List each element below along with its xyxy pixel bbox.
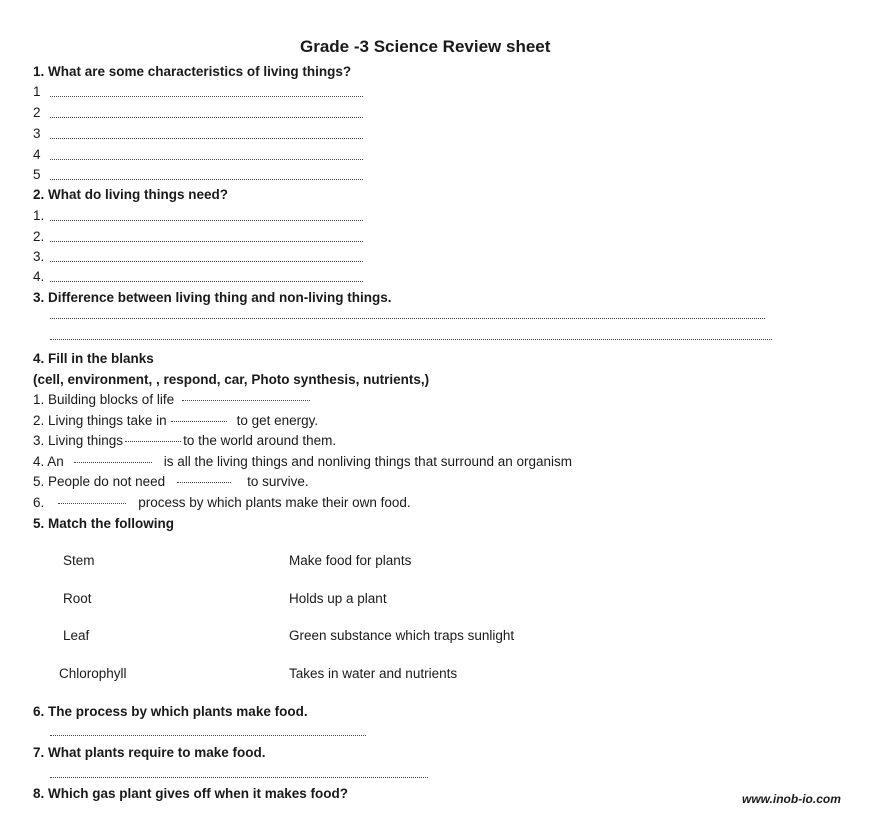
answer-number: 1: [33, 84, 41, 99]
blank-line[interactable]: [171, 421, 227, 422]
question-7: 7. What plants require to make food.: [33, 745, 266, 760]
fill-blank-item: [33, 454, 572, 469]
fill-blank-text: 2. Living things take in: [33, 413, 167, 428]
fill-blank-text: to the world around them.: [183, 433, 337, 448]
fill-blank-item: [33, 495, 411, 510]
match-left-item: Chlorophyll: [59, 666, 127, 681]
answer-line[interactable]: [50, 318, 765, 319]
match-right-item: Takes in water and nutrients: [289, 666, 458, 681]
question-2: 2. What do living things need?: [33, 187, 228, 202]
blank-line[interactable]: [182, 400, 310, 401]
fill-blank-text: to survive.: [247, 474, 309, 489]
fill-blank-text: 5. People do not need: [33, 474, 166, 489]
answer-line[interactable]: [50, 159, 363, 160]
match-right-item: Holds up a plant: [289, 591, 387, 606]
blank-line[interactable]: [125, 441, 181, 442]
word-bank: (cell, environment, , respond, car, Photo synthesis, nutrients,): [33, 372, 430, 387]
answer-line[interactable]: [50, 179, 363, 180]
fill-blank-item: [33, 433, 336, 448]
match-right-item: Green substance which traps sunlight: [289, 628, 515, 643]
answer-line[interactable]: [50, 261, 363, 262]
fill-blank-text: 4. An: [33, 454, 64, 469]
blank-line[interactable]: [74, 462, 152, 463]
answer-line[interactable]: [50, 735, 366, 736]
answer-line[interactable]: [50, 241, 363, 242]
fill-blank-item: [33, 392, 314, 407]
answer-number: 4: [33, 147, 41, 162]
answer-number: 4.: [33, 269, 45, 284]
answer-line[interactable]: [50, 138, 363, 139]
question-3: 3. Difference between living thing and non-living things.: [33, 290, 392, 305]
answer-line[interactable]: [50, 777, 428, 778]
watermark-url: www.inob-io.com: [742, 792, 841, 806]
answer-number: 3: [33, 126, 41, 141]
question-1: 1. What are some characteristics of living things?: [33, 64, 352, 79]
fill-blank-text: to get energy.: [236, 413, 319, 428]
answer-line[interactable]: [50, 117, 363, 118]
question-5: 5. Match the following: [33, 516, 174, 531]
fill-blank-text: process by which plants make their own food.: [138, 495, 411, 510]
match-left-item: Stem: [63, 553, 95, 568]
answer-number: 2.: [33, 229, 45, 244]
question-8: 8. Which gas plant gives off when it makes food?: [33, 786, 349, 801]
blank-line[interactable]: [58, 503, 126, 504]
fill-blank-text: 6.: [33, 495, 45, 510]
answer-line[interactable]: [50, 281, 363, 282]
fill-blank-text: is all the living things and nonliving things that surround an organism: [163, 454, 573, 469]
fill-blank-item: [33, 474, 309, 489]
answer-number: 5: [33, 167, 41, 182]
match-left-item: Root: [63, 591, 92, 606]
question-4: 4. Fill in the blanks: [33, 351, 154, 366]
answer-line[interactable]: [50, 220, 363, 221]
answer-line[interactable]: [50, 339, 772, 340]
blank-line[interactable]: [177, 482, 231, 483]
fill-blank-text: 1. Building blocks of life: [33, 392, 175, 407]
fill-blank-text: 3. Living things: [33, 433, 124, 448]
answer-number: 3.: [33, 249, 45, 264]
answer-line[interactable]: [50, 96, 363, 97]
answer-number: 2: [33, 105, 41, 120]
page-title: Grade -3 Science Review sheet: [300, 37, 551, 56]
question-6: 6. The process by which plants make food.: [33, 704, 308, 719]
match-right-item: Make food for plants: [289, 553, 412, 568]
answer-number: 1.: [33, 208, 45, 223]
match-left-item: Leaf: [63, 628, 90, 643]
fill-blank-item: [33, 413, 318, 428]
